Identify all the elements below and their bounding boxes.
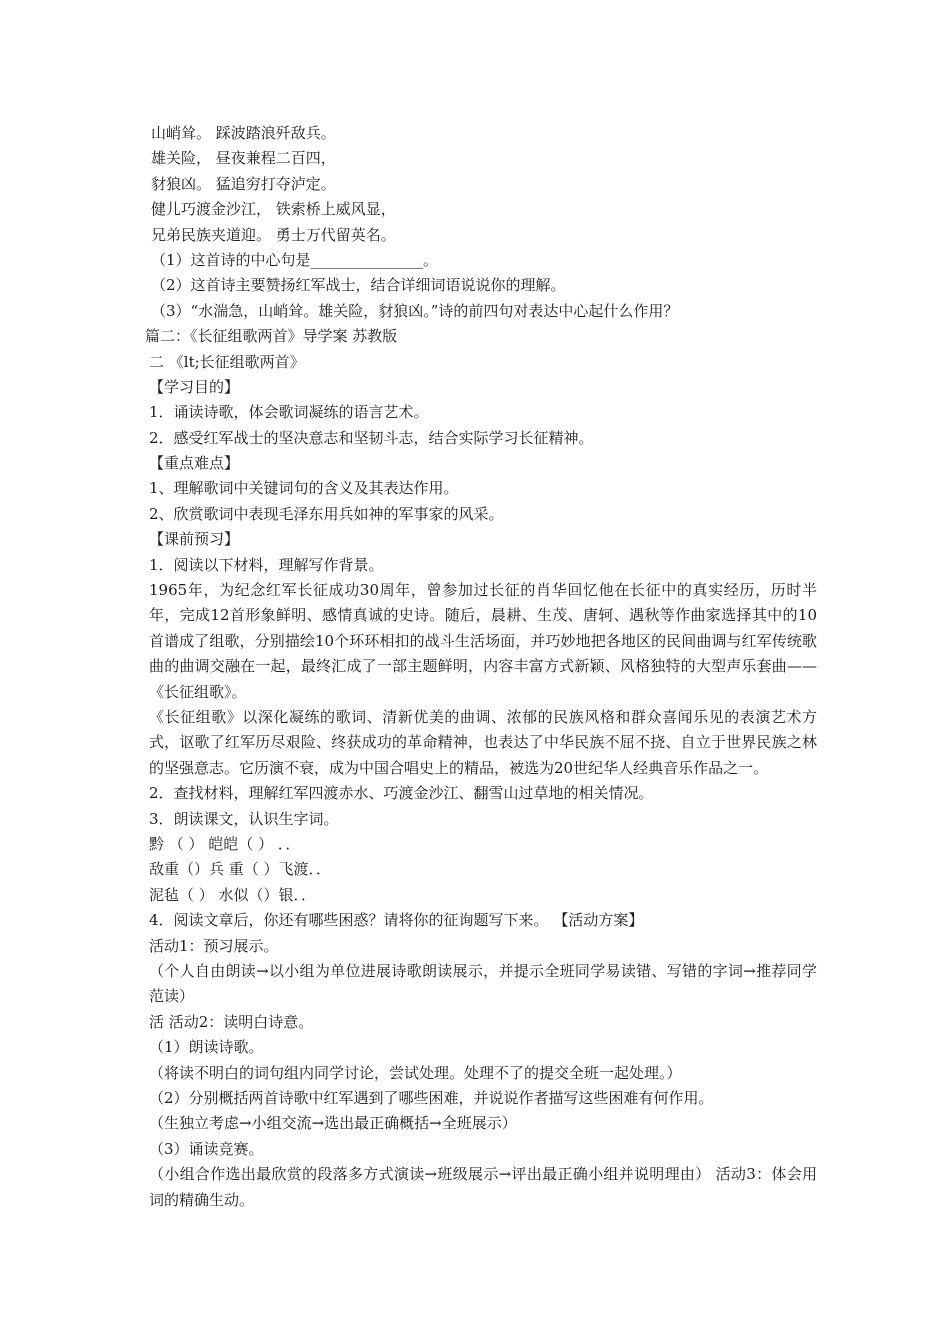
vocab-line: 泥毡（ ） 水似（）银．．	[149, 885, 317, 904]
document-text	[145, 121, 817, 1213]
poem-line: 雄关险， 昼夜兼程二百四，	[151, 149, 336, 168]
vocab-line: 敌重（）兵 重（ ）飞渡．．	[149, 860, 332, 879]
activity-step: （2）分别概括两首诗歌中红军遇到了哪些困难，并说说作者描写这些困难有何作用。	[149, 1089, 714, 1107]
background-paragraph: 《长征组歌》以深化凝练的歌词、清新优美的曲调、浓郁的民族风格和群众喜闻乐见的表演艺术方式，讴歌了红军历尽艰险、终获成功的革命精神，也表达了中华民族不屈不挠、自立于世界民族之林的坚强意志。它历演不衰，成为中国合唱史上的精品，被选为20世纪华人经典音乐作品之一。	[149, 708, 817, 777]
activity-step: （3）诵读竞赛。	[149, 1139, 264, 1158]
activity-step-description: （将读不明白的词句组内同学讨论，尝试处理。处理不了的提交全班一起处理。）	[149, 1063, 682, 1082]
key-point-item: 2、欣赏歌词中表现毛泽东用兵如神的军事家的风采。	[149, 504, 504, 523]
preview-item: 1．阅读以下材料，理解写作背景。	[149, 555, 384, 574]
lesson-title: 二 《lt;长征组歌两首》	[149, 352, 305, 371]
question-line: （2）这首诗主要赞扬红军战士，结合详细词语说说你的理解。	[151, 276, 566, 295]
heading-goals: 【学习目的】	[149, 377, 240, 396]
preview-item: 4．阅读文章后，你还有哪些困惑？请将你的征询题写下来。 【活动方案】	[149, 911, 644, 930]
activity-step: （1）朗读诗歌。	[149, 1038, 264, 1057]
poem-line: 山峭耸。 踩波踏浪歼敌兵。	[151, 124, 336, 142]
activity-description: （小组合作选出最欣赏的段落多方式演读→班级展示→评出最正确小组并说明理由） 活动3：体会用词的精确生动。	[149, 1165, 817, 1209]
poem-line: 豺狼凶。 猛追穷打夺泸定。	[151, 174, 336, 193]
vocab-line: 黔 （ ） 皑皑（ ） ．．	[149, 835, 301, 854]
goal-item: 2．感受红军战士的坚决意志和坚韧斗志，结合实际学习长征精神。	[149, 428, 594, 447]
background-paragraph: 1965年，为纪念红军长征成功30周年，曾参加过长征的肖华回忆他在长征中的真实经历，历时半年，完成12首形象鲜明、感情真诚的史诗。随后，晨耕、生茂、唐轲、遇秋等作曲家选择其中的10首谱成了组歌，分别描绘10个环环相扣的战斗生活场面，并巧妙地把各地区的民间曲调与红军传统歌曲的曲调交融在一起，最终汇成了一部主题鲜明，内容丰富方式新颖、风格独特的大型声乐套曲——《长征组歌》。	[149, 581, 817, 701]
goal-item: 1．诵读诗歌，体会歌词凝练的语言艺术。	[149, 403, 429, 422]
heading-key-points: 【重点难点】	[149, 454, 240, 473]
heading-preview: 【课前预习】	[149, 530, 240, 549]
question-line: （1）这首诗的中心句是_______________。	[151, 250, 439, 269]
activity-title: 活 活动2：读明白诗意。	[149, 1012, 314, 1031]
question-line: （3）“水湍急，山峭耸。雄关险，豺狼凶。”诗的前四句对表达中心起什么作用？	[151, 301, 679, 320]
activity-description: （个人自由朗读→以小组为单位进展诗歌朗读展示，并提示全班同学易读错、写错的字词→推荐同学范读）	[149, 962, 817, 1006]
poem-line: 健儿巧渡金沙江， 铁索桥上威风显，	[151, 200, 396, 219]
key-point-item: 1、理解歌词中关键词句的含义及其表达作用。	[149, 479, 459, 498]
preview-item: 3．朗读课文，认识生字词。	[149, 809, 339, 828]
activity-title: 活动1：预习展示。	[149, 936, 279, 955]
activity-step-description: （生独立考虑→小组交流→选出最正确概括→全班展示）	[149, 1114, 517, 1133]
poem-line: 兄弟民族夹道迎。 勇士万代留英名。	[151, 225, 396, 244]
section-heading: 篇二：《长征组歌两首》导学案 苏教版	[145, 327, 398, 346]
preview-item: 2．查找材料，理解红军四渡赤水、巧渡金沙江、翻雪山过草地的相关情况。	[149, 784, 654, 803]
